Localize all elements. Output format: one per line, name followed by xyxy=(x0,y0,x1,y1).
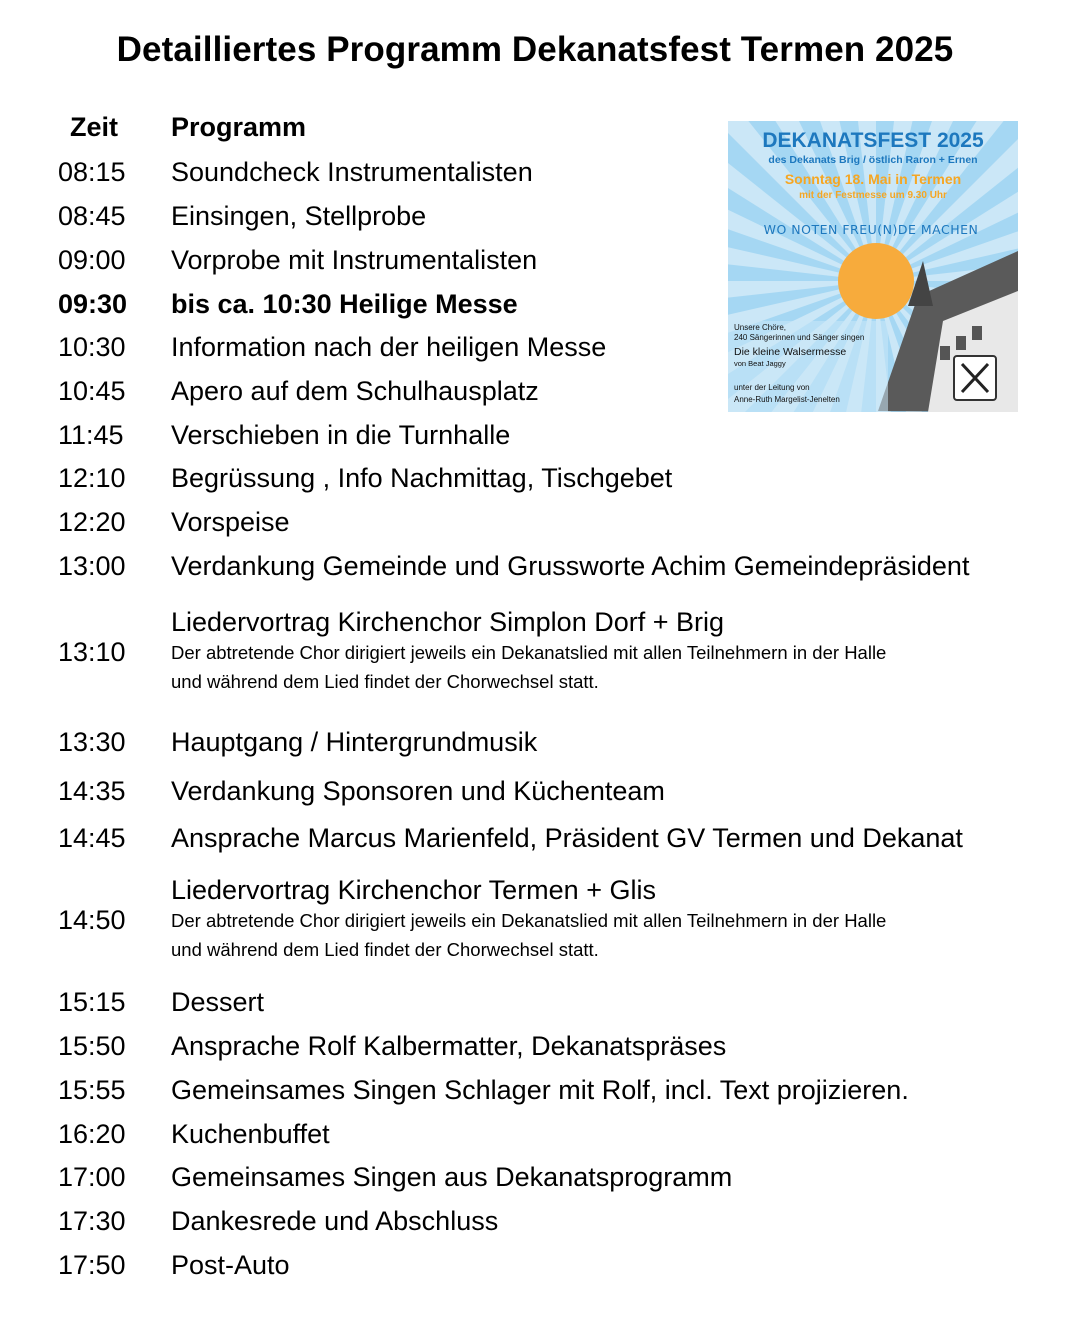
row-text: Gemeinsames Singen Schlager mit Rolf, incl. Text projizieren. xyxy=(171,1075,909,1105)
row-time: 14:50 xyxy=(58,905,126,935)
row-text: Information nach der heiligen Messe xyxy=(171,332,607,362)
row-time: 08:45 xyxy=(58,201,126,231)
row-time: 13:10 xyxy=(58,637,126,667)
row-time: 16:20 xyxy=(58,1119,126,1149)
row-text: Liedervortrag Kirchenchor Simplon Dorf + Brig xyxy=(171,607,724,637)
row-note: und während dem Lied findet der Chorwechsel statt. xyxy=(171,939,599,960)
row-time: 14:45 xyxy=(58,823,126,853)
row-text: Ansprache Marcus Marienfeld, Präsident GV Termen und Dekanat xyxy=(171,823,963,853)
row-text: Begrüssung , Info Nachmittag, Tischgebet xyxy=(171,463,673,493)
row-time: 12:10 xyxy=(58,463,126,493)
row-text: Vorprobe mit Instrumentalisten xyxy=(171,245,538,275)
row-text: Hauptgang / Hintergrundmusik xyxy=(171,727,538,757)
poster-heading: DEKANATSFEST 2025 xyxy=(762,129,984,152)
poster-lead: unter der Leitung von xyxy=(734,383,810,392)
poster-choirs: Unsere Chöre, xyxy=(734,323,787,332)
row-time: 14:35 xyxy=(58,776,126,806)
row-time: 17:00 xyxy=(58,1162,126,1192)
row-content xyxy=(171,606,886,696)
row-text: Verdankung Gemeinde und Grussworte Achim Gemeindepräsident xyxy=(171,551,970,581)
row-time: 09:30 xyxy=(58,289,128,319)
column-header-program: Programm xyxy=(171,112,307,142)
row-text: Liedervortrag Kirchenchor Termen + Glis xyxy=(171,875,656,905)
row-time: 17:50 xyxy=(58,1250,126,1280)
church-window-icon xyxy=(972,326,982,340)
row-note: und während dem Lied findet der Chorwechsel statt. xyxy=(171,671,599,692)
row-time: 10:45 xyxy=(58,376,126,406)
row-time: 08:15 xyxy=(58,157,126,187)
church-window-icon xyxy=(940,346,950,360)
page-title: Detailliertes Programm Dekanatsfest Termen 2025 xyxy=(116,30,954,69)
row-text: bis ca. 10:30 Heilige Messe xyxy=(171,289,518,319)
event-poster xyxy=(728,121,1018,412)
row-note: Der abtretende Chor dirigiert jeweils ein Dekanatslied mit allen Teilnehmern in der Halle xyxy=(171,910,887,931)
row-time: 10:30 xyxy=(58,332,126,362)
poster-date: Sonntag 18. Mai in Termen xyxy=(784,171,962,187)
row-note: Der abtretende Chor dirigiert jeweils ein Dekanatslied mit allen Teilnehmern in der Halle xyxy=(171,642,887,663)
row-time: 15:55 xyxy=(58,1075,126,1105)
row-text: Verdankung Sponsoren und Küchenteam xyxy=(171,776,665,806)
poster-mass-title: Die kleine Walsermesse xyxy=(734,346,847,358)
row-time: 11:45 xyxy=(58,420,124,450)
row-content xyxy=(171,874,886,964)
row-text: Dessert xyxy=(171,987,265,1017)
row-text: Dankesrede und Abschluss xyxy=(171,1206,499,1236)
church-window-icon xyxy=(956,336,966,350)
row-text: Apero auf dem Schulhausplatz xyxy=(171,376,539,406)
row-text: Kuchenbuffet xyxy=(171,1119,330,1149)
row-text: Vorspeise xyxy=(171,507,290,537)
sun-icon xyxy=(838,243,914,319)
poster-choirs: 240 Sängerinnen und Sänger singen xyxy=(734,333,865,342)
poster-composer: von Beat Jaggy xyxy=(734,359,786,368)
row-time: 17:30 xyxy=(58,1206,126,1236)
poster-mass-time: mit der Festmesse um 9.30 Uhr xyxy=(799,190,947,201)
row-time: 13:30 xyxy=(58,727,126,757)
row-text: Verschieben in die Turnhalle xyxy=(171,420,511,450)
row-text: Gemeinsames Singen aus Dekanatsprogramm xyxy=(171,1162,733,1192)
row-time: 13:00 xyxy=(58,551,126,581)
row-text: Post-Auto xyxy=(171,1250,290,1280)
row-time: 12:20 xyxy=(58,507,126,537)
row-time: 15:50 xyxy=(58,1031,126,1061)
row-time: 15:15 xyxy=(58,987,126,1017)
row-text: Einsingen, Stellprobe xyxy=(171,201,427,231)
row-text: Soundcheck Instrumentalisten xyxy=(171,157,533,187)
poster-motto: WO NOTEN FREU(N)DE MACHEN xyxy=(763,222,979,237)
column-header-time: Zeit xyxy=(70,112,119,142)
row-time: 09:00 xyxy=(58,245,126,275)
poster-lead: Anne-Ruth Margelist-Jenelten xyxy=(734,395,840,404)
poster-subheading: des Dekanats Brig / östlich Raron + Ernen xyxy=(768,154,978,166)
row-text: Ansprache Rolf Kalbermatter, Dekanatspräses xyxy=(171,1031,727,1061)
